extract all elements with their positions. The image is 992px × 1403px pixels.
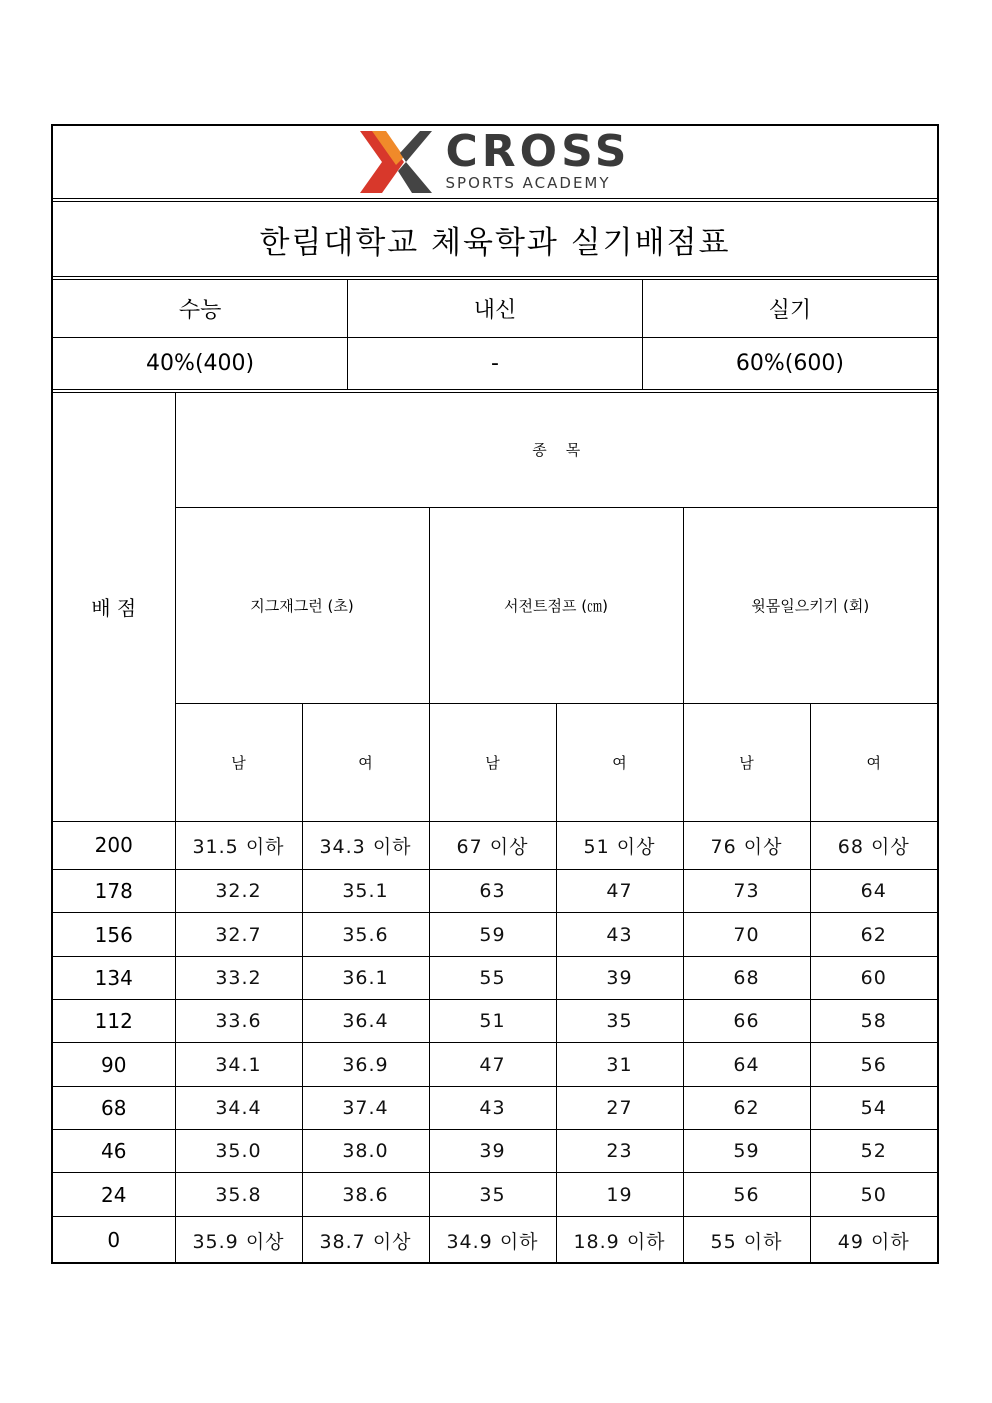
gender-header: 남 <box>683 703 810 821</box>
table-row <box>53 956 937 999</box>
logo-subtitle: SPORTS ACADEMY <box>445 174 611 192</box>
score-cell: 178 <box>53 870 175 913</box>
value-cell: 39 <box>429 1130 556 1173</box>
score-table <box>53 393 937 1264</box>
page-title: 한림대학교 체육학과 실기배점표 <box>259 224 731 261</box>
value-cell: 23 <box>556 1130 683 1173</box>
value-cell: 56 <box>683 1173 810 1216</box>
value-cell: 70 <box>683 913 810 956</box>
value-cell: 34.3 이하 <box>302 821 429 870</box>
table-row <box>53 913 937 956</box>
gender-header: 여 <box>556 703 683 821</box>
value-cell: 68 이상 <box>810 821 937 870</box>
weight-table <box>53 280 937 389</box>
value-cell: 38.0 <box>302 1130 429 1173</box>
value-cell: 64 <box>810 870 937 913</box>
cross-logo <box>360 126 631 193</box>
summary-value-silgi: 60%(600) <box>735 351 844 376</box>
table-row <box>53 1173 937 1216</box>
value-cell: 35.0 <box>175 1130 302 1173</box>
score-cell: 24 <box>53 1173 175 1216</box>
value-cell: 51 이상 <box>556 821 683 870</box>
value-cell: 33.6 <box>175 1000 302 1043</box>
value-cell: 35.6 <box>302 913 429 956</box>
value-cell: 36.1 <box>302 956 429 999</box>
value-cell: 47 <box>429 1043 556 1086</box>
gender-header: 남 <box>175 703 302 821</box>
value-cell: 37.4 <box>302 1086 429 1129</box>
value-cell: 33.2 <box>175 956 302 999</box>
value-cell: 55 <box>429 956 556 999</box>
value-cell: 43 <box>556 913 683 956</box>
cross-x-mark-icon <box>360 131 432 193</box>
value-cell: 54 <box>810 1086 937 1129</box>
score-sheet <box>51 124 939 1264</box>
title-bar <box>53 202 937 280</box>
gender-header: 여 <box>302 703 429 821</box>
score-cell: 90 <box>53 1043 175 1086</box>
value-cell: 60 <box>810 956 937 999</box>
value-cell: 34.9 이하 <box>429 1216 556 1264</box>
score-cell: 0 <box>53 1216 175 1264</box>
summary-header-silgi: 실기 <box>642 280 937 338</box>
value-cell: 64 <box>683 1043 810 1086</box>
value-cell: 35 <box>429 1173 556 1216</box>
value-cell: 76 이상 <box>683 821 810 870</box>
gender-header: 여 <box>810 703 937 821</box>
score-cell: 68 <box>53 1086 175 1129</box>
value-cell: 58 <box>810 1000 937 1043</box>
weight-summary <box>53 280 937 393</box>
value-cell: 50 <box>810 1173 937 1216</box>
value-cell: 35.1 <box>302 870 429 913</box>
value-cell: 63 <box>429 870 556 913</box>
value-cell: 34.4 <box>175 1086 302 1129</box>
score-cell: 156 <box>53 913 175 956</box>
table-row <box>53 1086 937 1129</box>
event-sit-ups: 윗몸일으키기 (회) <box>683 507 937 703</box>
value-cell: 43 <box>429 1086 556 1129</box>
summary-header-suneung: 수능 <box>53 280 348 338</box>
value-cell: 35.8 <box>175 1173 302 1216</box>
value-cell: 68 <box>683 956 810 999</box>
value-cell: 66 <box>683 1000 810 1043</box>
score-table-wrap <box>53 393 937 1264</box>
value-cell: 59 <box>683 1130 810 1173</box>
summary-value-naesin: - <box>348 338 643 390</box>
value-cell: 32.7 <box>175 913 302 956</box>
value-cell: 49 이하 <box>810 1216 937 1264</box>
value-cell: 52 <box>810 1130 937 1173</box>
score-column-header: 배 점 <box>53 393 175 821</box>
score-cell: 134 <box>53 956 175 999</box>
value-cell: 55 이하 <box>683 1216 810 1264</box>
value-cell: 35.9 이상 <box>175 1216 302 1264</box>
value-cell: 39 <box>556 956 683 999</box>
value-cell: 47 <box>556 870 683 913</box>
event-sargent-jump: 서전트점프 (㎝) <box>429 507 683 703</box>
table-row <box>53 1000 937 1043</box>
score-cell: 46 <box>53 1130 175 1173</box>
gender-header: 남 <box>429 703 556 821</box>
table-row <box>53 1130 937 1173</box>
value-cell: 27 <box>556 1086 683 1129</box>
value-cell: 51 <box>429 1000 556 1043</box>
logo-header <box>53 126 937 202</box>
value-cell: 56 <box>810 1043 937 1086</box>
value-cell: 31 <box>556 1043 683 1086</box>
event-zigzag-run: 지그재그런 (초) <box>175 507 429 703</box>
summary-value-suneung: 40%(400) <box>53 338 348 390</box>
table-row <box>53 870 937 913</box>
value-cell: 73 <box>683 870 810 913</box>
value-cell: 19 <box>556 1173 683 1216</box>
score-cell: 200 <box>53 821 175 870</box>
value-cell: 36.4 <box>302 1000 429 1043</box>
value-cell: 38.7 이상 <box>302 1216 429 1264</box>
table-row <box>53 821 937 870</box>
value-cell: 31.5 이하 <box>175 821 302 870</box>
value-cell: 35 <box>556 1000 683 1043</box>
table-row <box>53 1216 937 1264</box>
score-cell: 112 <box>53 1000 175 1043</box>
summary-header-naesin: 내신 <box>348 280 643 338</box>
value-cell: 62 <box>683 1086 810 1129</box>
events-header: 종 목 <box>175 393 937 507</box>
table-row <box>53 1043 937 1086</box>
value-cell: 34.1 <box>175 1043 302 1086</box>
value-cell: 18.9 이하 <box>556 1216 683 1264</box>
logo-wordmark: CROSS <box>445 126 631 177</box>
value-cell: 38.6 <box>302 1173 429 1216</box>
value-cell: 67 이상 <box>429 821 556 870</box>
value-cell: 32.2 <box>175 870 302 913</box>
value-cell: 59 <box>429 913 556 956</box>
value-cell: 62 <box>810 913 937 956</box>
value-cell: 36.9 <box>302 1043 429 1086</box>
